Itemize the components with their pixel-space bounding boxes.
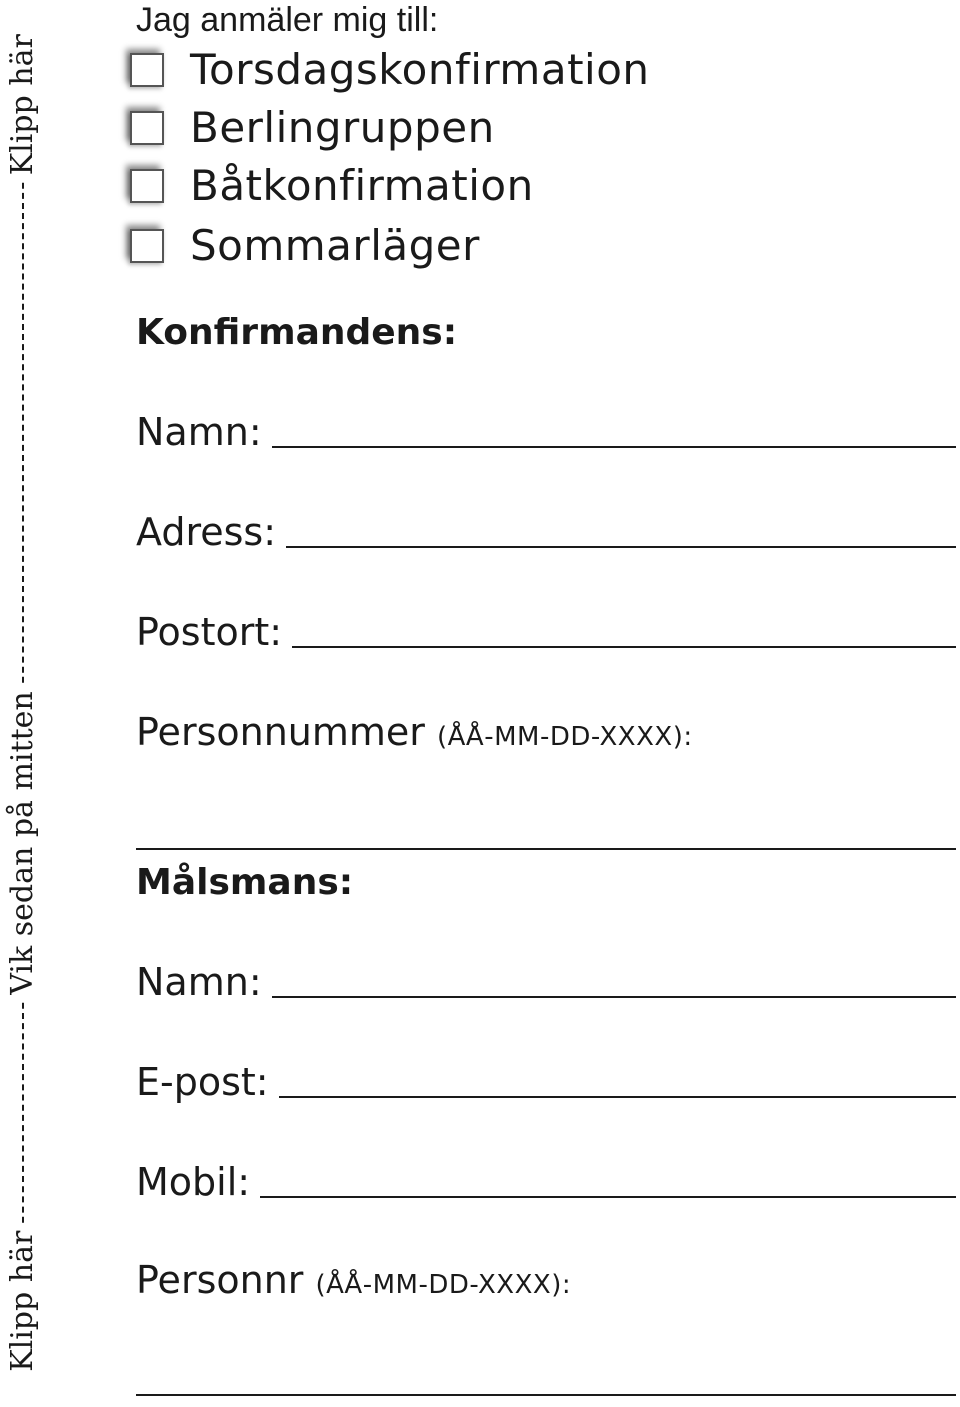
checkbox[interactable] bbox=[130, 111, 164, 145]
checkbox[interactable] bbox=[130, 229, 164, 263]
cut-fold-margin bbox=[0, 0, 46, 1407]
fold-label: Vik sedan på mitten bbox=[5, 691, 40, 995]
guardian-pnr-input-line[interactable] bbox=[136, 1394, 956, 1396]
cut-line bbox=[22, 183, 24, 683]
confirmand-address-field[interactable] bbox=[136, 510, 956, 554]
option-sommarlager[interactable] bbox=[130, 222, 480, 270]
checkbox[interactable] bbox=[130, 53, 164, 87]
field-label: Mobil: bbox=[136, 1160, 251, 1204]
option-label: Berlingruppen bbox=[190, 103, 495, 152]
confirmand-pnr-label-row bbox=[136, 710, 956, 759]
guardian-mobile-field[interactable] bbox=[136, 1160, 956, 1204]
option-label: Sommarläger bbox=[190, 221, 480, 270]
field-label: Adress: bbox=[136, 510, 277, 554]
confirmand-postort-field[interactable] bbox=[136, 610, 956, 654]
field-label bbox=[136, 1258, 571, 1307]
field-label bbox=[136, 710, 693, 759]
pnr-format-hint: (ÅÅ-MM-DD-XXXX): bbox=[315, 1270, 572, 1300]
guardian-email-field[interactable] bbox=[136, 1060, 956, 1104]
name-input-line[interactable] bbox=[272, 996, 956, 998]
guardian-name-field[interactable] bbox=[136, 960, 956, 1004]
cut-here-top-label: Klipp här bbox=[5, 34, 40, 176]
address-input-line[interactable] bbox=[286, 546, 956, 548]
pnr-label: Personnummer bbox=[136, 710, 425, 754]
field-label: Namn: bbox=[136, 410, 262, 454]
cut-line bbox=[22, 1003, 24, 1223]
option-torsdagskonfirmation[interactable] bbox=[130, 46, 650, 94]
option-berlingruppen[interactable] bbox=[130, 104, 495, 152]
option-batkonfirmation[interactable] bbox=[130, 162, 534, 210]
confirmand-heading: Konfirmandens: bbox=[136, 312, 458, 353]
guardian-heading: Målsmans: bbox=[136, 862, 354, 903]
cut-here-bottom-label: Klipp här bbox=[5, 1230, 40, 1372]
option-label: Båtkonfirmation bbox=[190, 161, 534, 210]
pnr-label: Personnr bbox=[136, 1258, 304, 1302]
confirmand-pnr-input-line[interactable] bbox=[136, 848, 956, 850]
field-label: Namn: bbox=[136, 960, 262, 1004]
pnr-format-hint: (ÅÅ-MM-DD-XXXX): bbox=[437, 722, 693, 752]
field-label: Postort: bbox=[136, 610, 283, 654]
confirmand-name-field[interactable] bbox=[136, 410, 956, 454]
field-label: E-post: bbox=[136, 1060, 269, 1104]
signup-intro: Jag anmäler mig till: bbox=[136, 1, 439, 39]
name-input-line[interactable] bbox=[272, 446, 956, 448]
mobile-input-line[interactable] bbox=[260, 1196, 956, 1198]
cut-fold-instructions bbox=[5, 34, 40, 1372]
guardian-pnr-label-row bbox=[136, 1258, 956, 1307]
email-input-line[interactable] bbox=[279, 1096, 956, 1098]
option-label: Torsdagskonfirmation bbox=[190, 45, 650, 94]
checkbox[interactable] bbox=[130, 169, 164, 203]
postort-input-line[interactable] bbox=[292, 646, 956, 648]
